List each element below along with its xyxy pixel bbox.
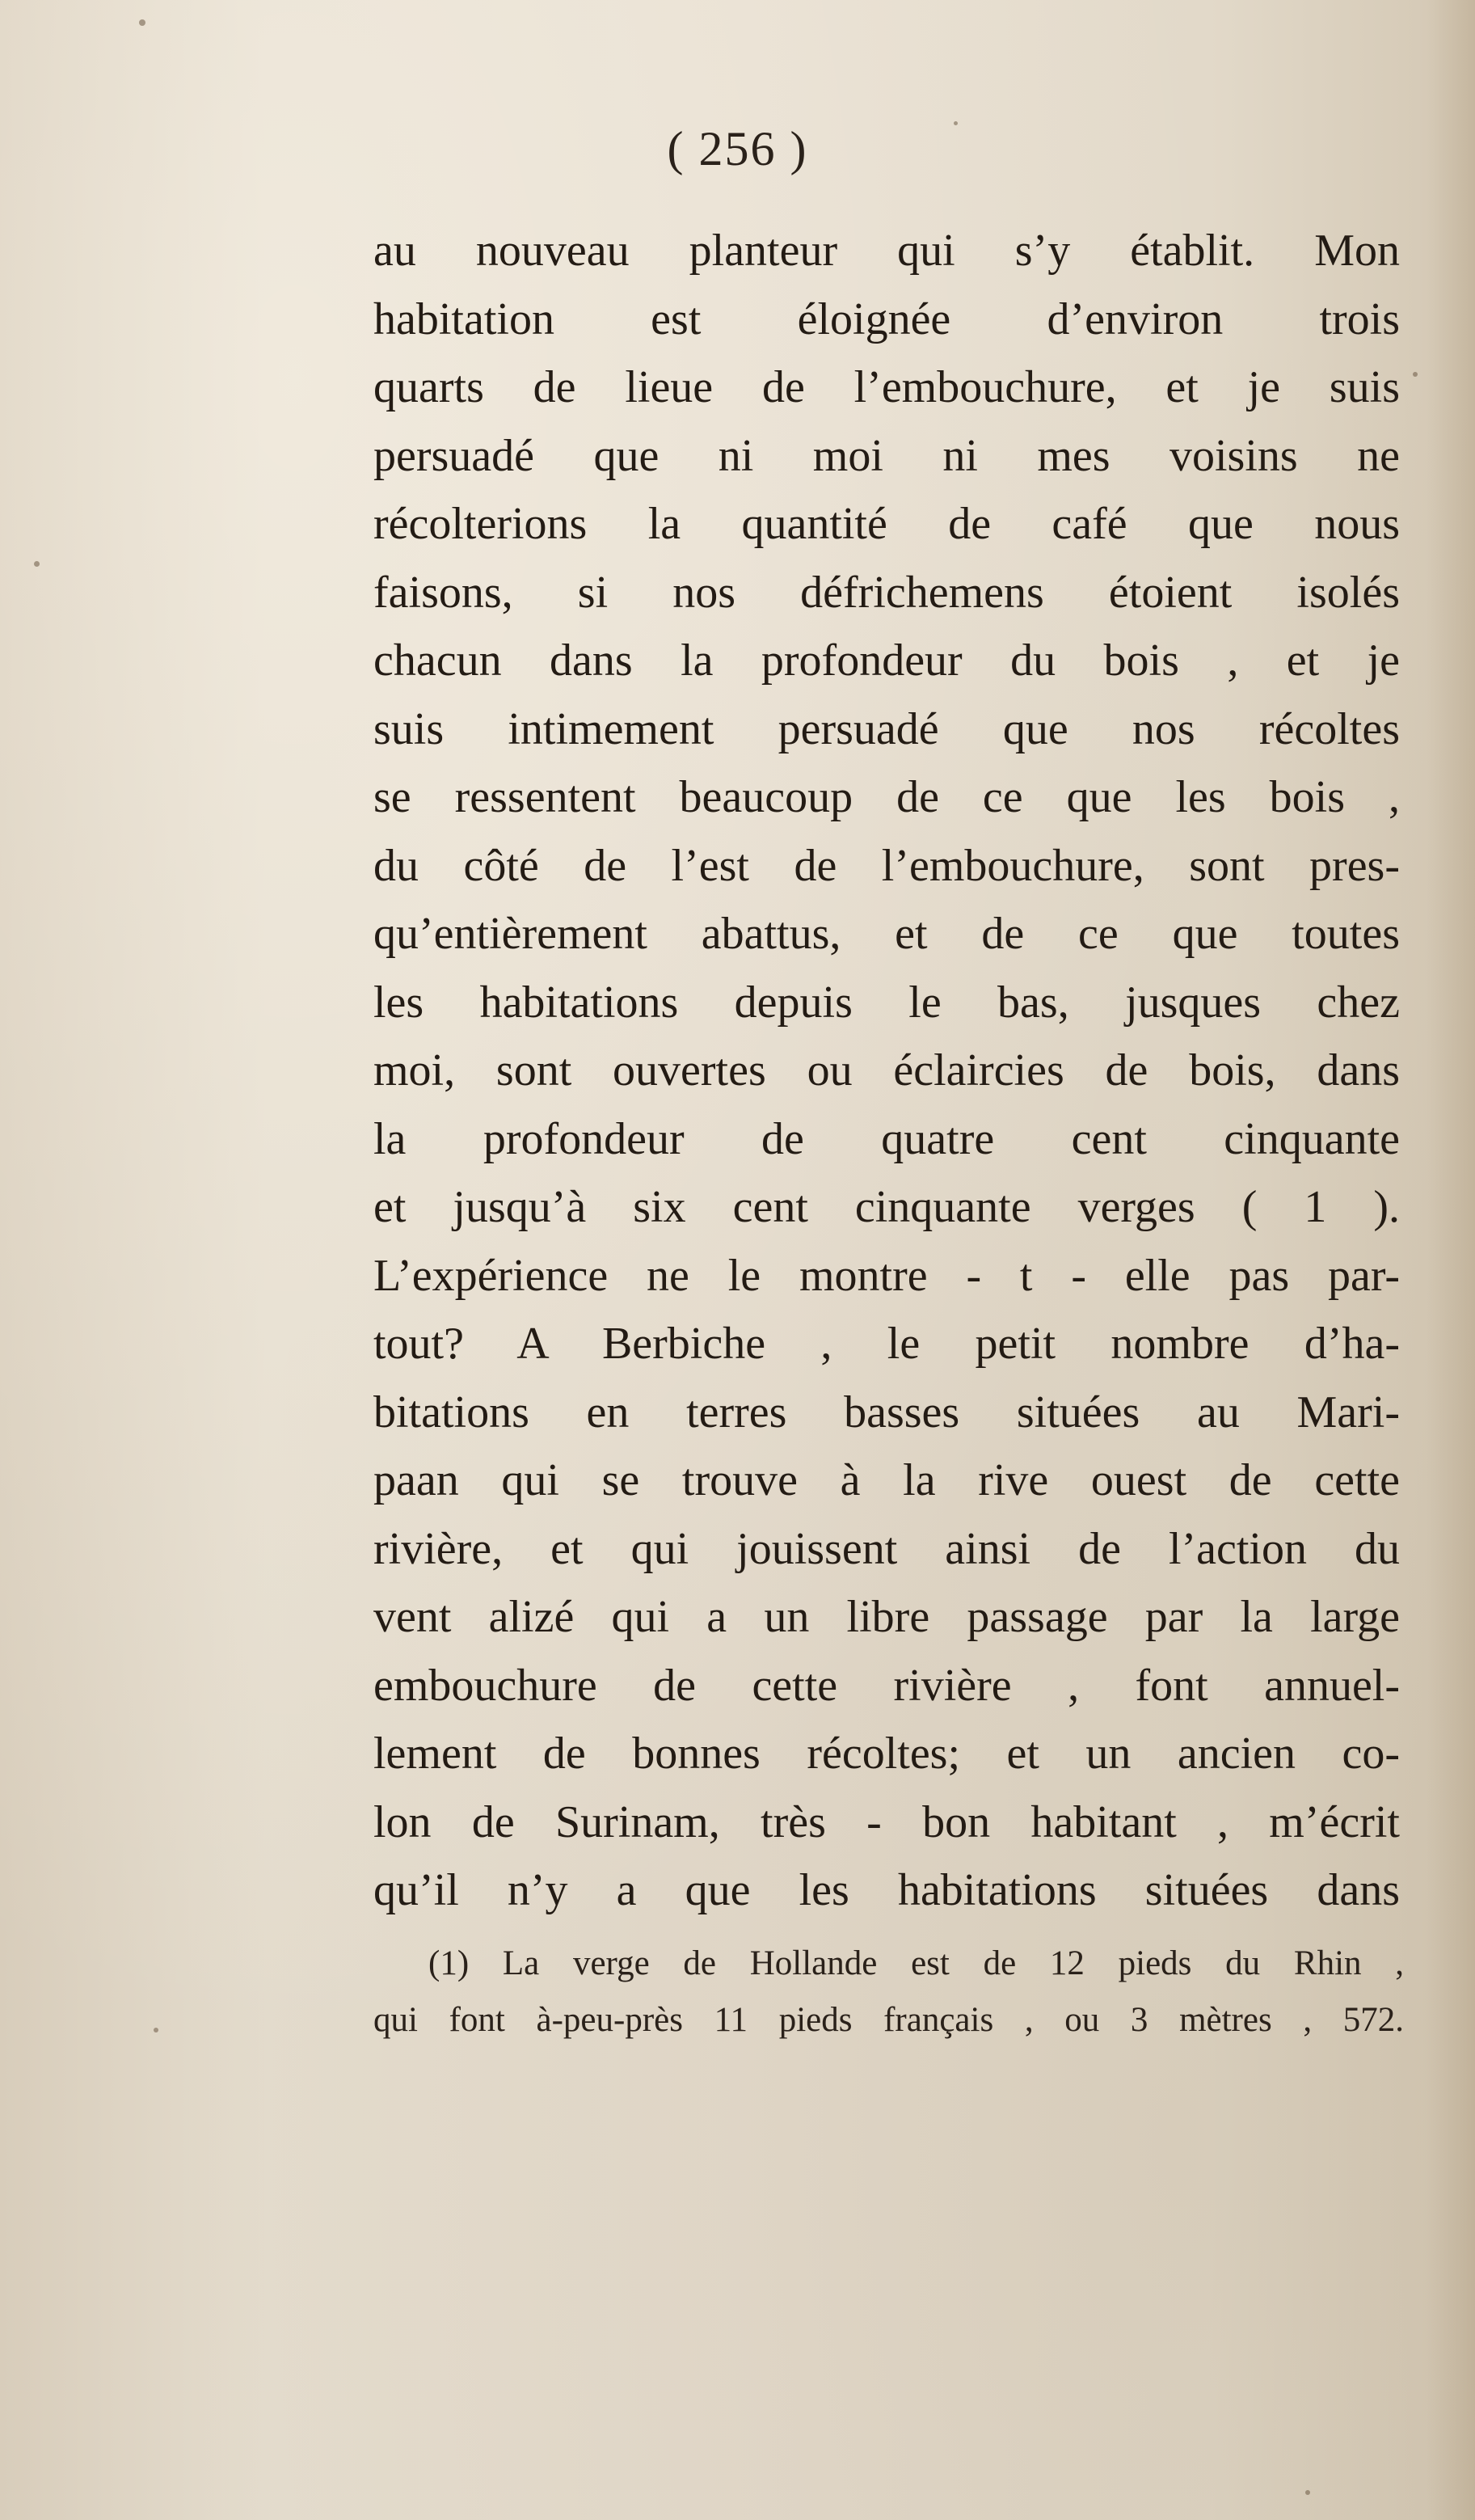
page-number: ( 256 )	[667, 122, 808, 175]
text-line: persuadé que ni moi ni mes voisins ne	[373, 430, 1400, 481]
text-line: qu’il n’y a que les habitations situées dans	[373, 1865, 1400, 1915]
text-line: faisons, si nos défrichemens étoient isolés	[373, 567, 1400, 618]
text-line: L’expérience ne le montre - t - elle pas par-	[373, 1250, 1400, 1301]
text-line: moi, sont ouvertes ou éclaircies de bois, dans	[373, 1045, 1400, 1095]
text-line: suis intimement persuadé que nos récoltes	[373, 703, 1400, 754]
text-line: tout? A Berbiche , le petit nombre d’ha-	[373, 1319, 1400, 1369]
text-line: rivière, et qui jouissent ainsi de l’action du	[373, 1523, 1400, 1574]
paper-speck	[1305, 2490, 1310, 2495]
text-line: habitation est éloignée d’environ trois	[373, 293, 1400, 344]
text-line: récolterions la quantité de café que nous	[373, 499, 1400, 549]
page-edge-shadow	[1427, 0, 1475, 2520]
paper-speck	[139, 19, 145, 26]
paper-speck	[1413, 372, 1418, 377]
text-line: vent alizé qui a un libre passage par la large	[373, 1592, 1400, 1642]
text-line: et jusqu’à six cent cinquante verges ( 1 ).	[373, 1182, 1400, 1232]
text-line: se ressentent beaucoup de ce que les bois ,	[373, 772, 1400, 822]
text-line: lement de bonnes récoltes; et un ancien co-	[373, 1729, 1400, 1779]
text-line: bitations en terres basses situées au Mari-	[373, 1387, 1400, 1437]
text-line: lon de Surinam, très - bon habitant , m’écrit	[373, 1796, 1400, 1847]
paper-speck	[154, 2028, 158, 2032]
text-line: paan qui se trouve à la rive ouest de cette	[373, 1455, 1400, 1505]
text-line: la profondeur de quatre cent cinquante	[373, 1113, 1400, 1164]
footnote-line: qui font à-peu-près 11 pieds français , ou 3 mètres , 572.	[373, 2001, 1404, 2039]
text-line: du côté de l’est de l’embouchure, sont pres-	[373, 840, 1400, 891]
paper-speck	[34, 561, 40, 567]
text-line: les habitations depuis le bas, jusques chez	[373, 977, 1400, 1028]
text-line: quarts de lieue de l’embouchure, et je suis	[373, 362, 1400, 412]
footnote-line: (1) La verge de Hollande est de 12 pieds du Rhin ,	[428, 1944, 1404, 1982]
body-text	[373, 217, 1400, 1925]
text-line: embouchure de cette rivière , font annuel-	[373, 1660, 1400, 1711]
text-line: chacun dans la profondeur du bois , et je	[373, 635, 1400, 686]
text-line: au nouveau planteur qui s’y établit. Mon	[373, 226, 1400, 276]
footnote	[373, 1935, 1404, 2049]
text-line: qu’entièrement abattus, et de ce que toutes	[373, 909, 1400, 959]
